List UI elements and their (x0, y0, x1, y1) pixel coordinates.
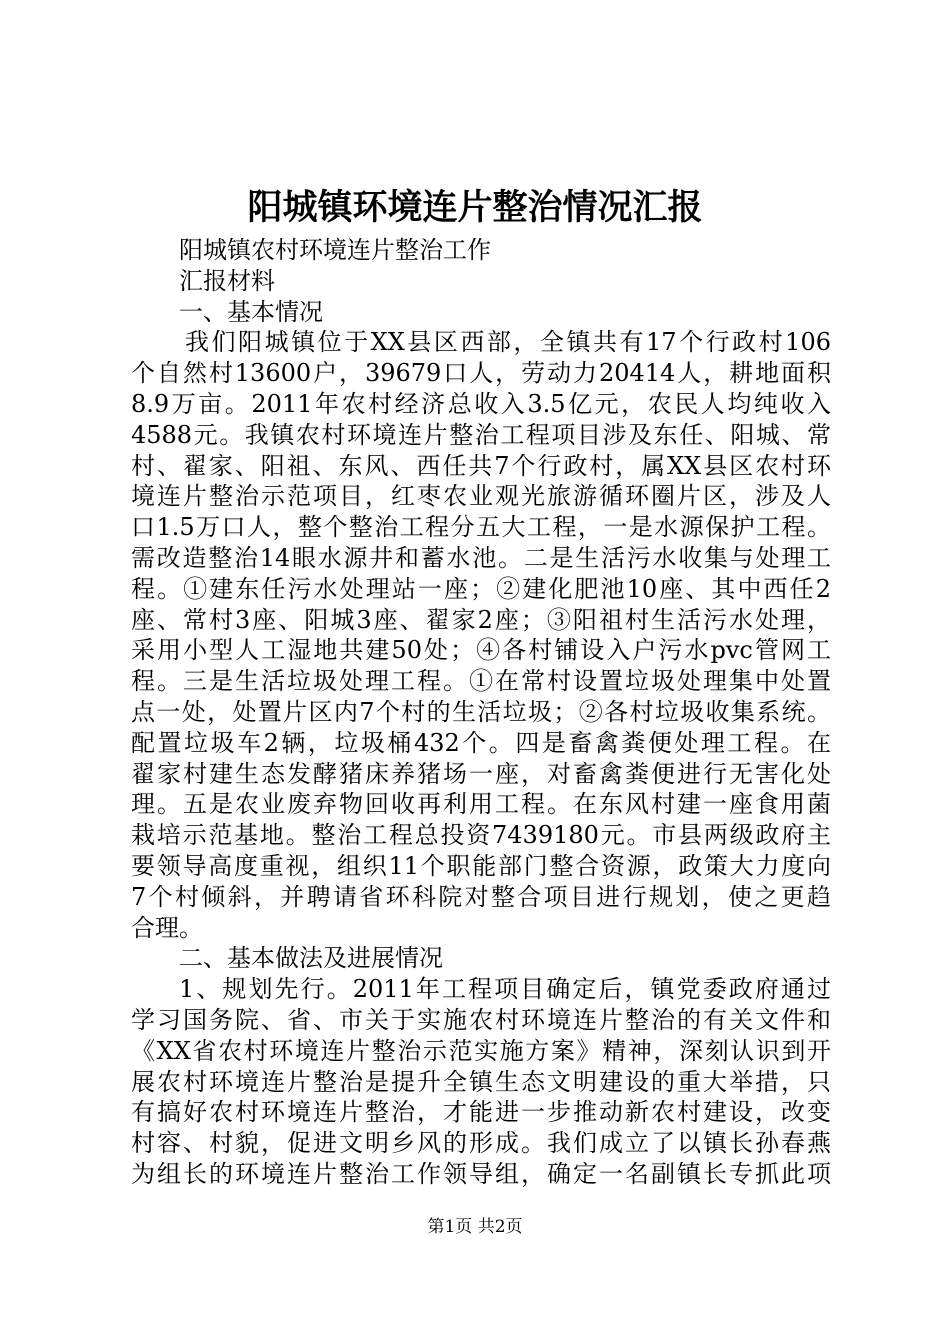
paragraph-line: 我们阳城镇位于XX县区西部，全镇共有17个行政村106 (185, 328, 831, 357)
paragraph-line: 村、翟家、阳祖、东风、西任共7个行政村，属XX县区农村环 (131, 451, 831, 480)
paragraph-line: 理。五是农业废弃物回收再利用工程。在东风村建一座食用菌 (131, 790, 831, 819)
subtitle-line-1: 阳城镇农村环境连片整治工作 (179, 236, 491, 264)
paragraph-line: 点一处，处置片区内7个村的生活垃圾；②各村垃圾收集系统。 (131, 697, 831, 726)
paragraph-line: 要领导高度重视，组织11个职能部门整合资源，政策大力度向 (131, 851, 831, 880)
paragraph-line: 需改造整治14眼水源井和蓄水池。二是生活污水收集与处理工 (131, 543, 831, 572)
paragraph-line: 展农村环境连片整治是提升全镇生态文明建设的重大举措，只 (131, 1067, 831, 1096)
paragraph-line: 合理。 (131, 913, 203, 942)
paragraph-line: 有搞好农村环境连片整治，才能进一步推动新农村建设，改变 (131, 1098, 831, 1127)
paragraph-line: 程。①建东任污水处理站一座；②建化肥池10座、其中西任2 (131, 574, 831, 603)
paragraph-line: 口1.5万口人，整个整治工程分五大工程，一是水源保护工程。 (131, 513, 831, 542)
paragraph-line: 座、常村3座、阳城3座、翟家2座；③阳祖村生活污水处理， (131, 605, 831, 634)
paragraph-line: 村容、村貌，促进文明乡风的形成。我们成立了以镇长孙春燕 (131, 1129, 831, 1158)
paragraph-line: 《XX省农村环境连片整治示范实施方案》精神，深刻认识到开 (131, 1036, 831, 1065)
paragraph-line: 4588元。我镇农村环境连片整治工程项目涉及东任、阳城、常 (131, 420, 831, 449)
paragraph-line: 8.9万亩。2011年农村经济总收入3.5亿元，农民人均纯收入 (131, 389, 831, 418)
paragraph-line: 境连片整治示范项目，红枣农业观光旅游循环圈片区，涉及人 (131, 482, 831, 511)
section-heading-basic-situation: 一、基本情况 (179, 297, 323, 326)
paragraph-line: 1、规划先行。2011年工程项目确定后，镇党委政府通过 (179, 975, 831, 1004)
paragraph-line: 个自然村13600户，39679口人，劳动力20414人，耕地面积 (131, 359, 831, 388)
paragraph-line: 7个村倾斜，并聘请省环科院对整合项目进行规划，使之更趋 (131, 882, 831, 911)
subtitle-line-2: 汇报材料 (179, 266, 275, 295)
paragraph-line: 栽培示范基地。整治工程总投资7439180元。市县两级政府主 (131, 821, 831, 850)
paragraph-line: 采用小型人工湿地共建50处；④各村铺设入户污水pvc管网工 (131, 636, 831, 665)
paragraph-line: 配置垃圾车2辆，垃圾桶432个。四是畜禽粪便处理工程。在 (131, 728, 831, 757)
document-body (131, 235, 831, 1190)
paragraph-line: 学习国务院、省、市关于实施农村环境连片整治的有关文件和 (131, 1005, 831, 1034)
paragraph-line: 翟家村建生态发酵猪床养猪场一座，对畜禽粪便进行无害化处 (131, 759, 831, 788)
paragraph-line: 为组长的环境连片整治工作领导组，确定一名副镇长专抓此项 (131, 1159, 831, 1188)
page-number-footer: 第1页 共2页 (427, 1217, 523, 1237)
paragraph-line: 程。三是生活垃圾处理工程。①在常村设置垃圾处理集中处置 (131, 667, 831, 696)
section-heading-methods-progress: 二、基本做法及进展情况 (179, 944, 443, 973)
document-title: 阳城镇环境连片整治情况汇报 (247, 187, 703, 228)
